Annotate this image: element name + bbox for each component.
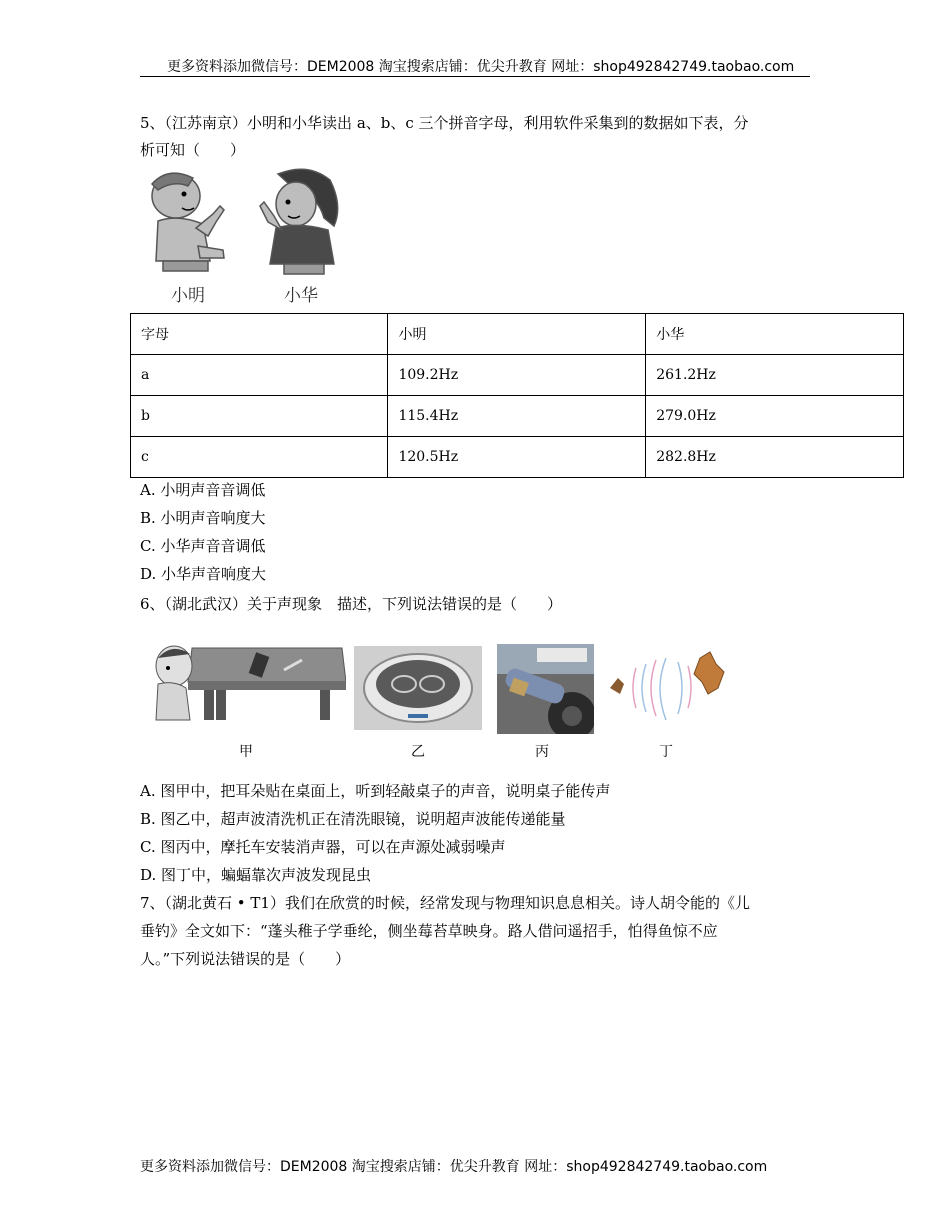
q6-figure-label-ding: 丁 [659, 744, 673, 760]
table-row [131, 355, 904, 396]
table-header-cell: 小华 [646, 314, 904, 355]
table-header-cell: 字母 [131, 314, 388, 355]
table-cell: 109.2Hz [388, 355, 646, 396]
q6-figure-label-jia: 甲 [239, 744, 253, 760]
q6-figure-label-yi: 乙 [411, 744, 425, 760]
q6-option-c: C. 图丙中，摩托车安装消声器，可以在声源处减弱噪声 [140, 838, 506, 856]
q6-figure-bing [497, 644, 594, 734]
q6-figure-bing-illustration [497, 644, 594, 734]
table-header-row [131, 314, 904, 355]
q5-option-d: D. 小华声音响度大 [140, 565, 267, 583]
q5-frequency-table [130, 313, 904, 478]
q5-option-b: B. 小明声音响度大 [140, 509, 266, 527]
table-header-cell: 小明 [388, 314, 646, 355]
table-cell: b [131, 396, 388, 437]
table-cell: a [131, 355, 388, 396]
q6-option-a: A. 图甲中，把耳朵贴在桌面上，听到轻敲桌子的声音，说明桌子能传声 [140, 782, 611, 800]
q6-figure-yi [354, 646, 482, 730]
q6-option-b: B. 图乙中，超声波清洗机正在清洗眼镜，说明超声波能传递能量 [140, 810, 566, 828]
table-cell: 261.2Hz [646, 355, 904, 396]
q7-stem-line1: 7、（湖北黄石 • T1）我们在欣赏的时候，经常发现与物理知识息息相关。诗人胡令能的《儿 [140, 894, 750, 912]
q5-figure-label-xiaoming: 小明 [171, 286, 205, 306]
q5-stem-line2: 析可知（ ） [140, 141, 246, 159]
q5-option-c: C. 小华声音音调低 [140, 537, 266, 555]
q5-option-a: A. 小明声音音调低 [140, 481, 266, 499]
table-cell: 120.5Hz [388, 437, 646, 478]
q6-option-d: D. 图丁中，蝙蝠靠次声波发现昆虫 [140, 866, 372, 884]
q6-figure-yi-illustration [354, 646, 482, 730]
q6-figure-label-bing: 丙 [535, 744, 549, 760]
table-cell: 115.4Hz [388, 396, 646, 437]
table-cell: 282.8Hz [646, 437, 904, 478]
q7-stem-line3: 人。”下列说法错误的是（ ） [140, 950, 351, 968]
table-cell: 279.0Hz [646, 396, 904, 437]
q6-figure-jia-illustration [152, 640, 346, 730]
table-row [131, 437, 904, 478]
table-row [131, 396, 904, 437]
q6-figure-ding [606, 648, 730, 730]
q7-stem-line2: 垂钓》全文如下：“蓬头稚子学垂纶，侧坐莓苔草映身。路人借问遥招手，怕得鱼惊不应 [140, 922, 718, 940]
page-header: 更多资料添加微信号：DEM2008 淘宝搜索店铺：优尖升教育 网址：shop492842749.taobao.com [167, 59, 795, 75]
q5-stem-line1: 5、（江苏南京）小明和小华读出 a、b、c 三个拼音字母，利用软件采集到的数据如下表，分 [140, 114, 749, 132]
table-cell: c [131, 437, 388, 478]
q6-figure-jia [152, 640, 346, 730]
q6-figure-ding-illustration [606, 648, 730, 730]
page-footer: 更多资料添加微信号：DEM2008 淘宝搜索店铺：优尖升教育 网址：shop492842749.taobao.com [140, 1159, 768, 1175]
header-divider [140, 76, 810, 77]
q5-figure-label-xiaohua: 小华 [284, 286, 318, 306]
q6-stem: 6、（湖北武汉）关于声现象 描述，下列说法错误的是（ ） [140, 595, 563, 613]
